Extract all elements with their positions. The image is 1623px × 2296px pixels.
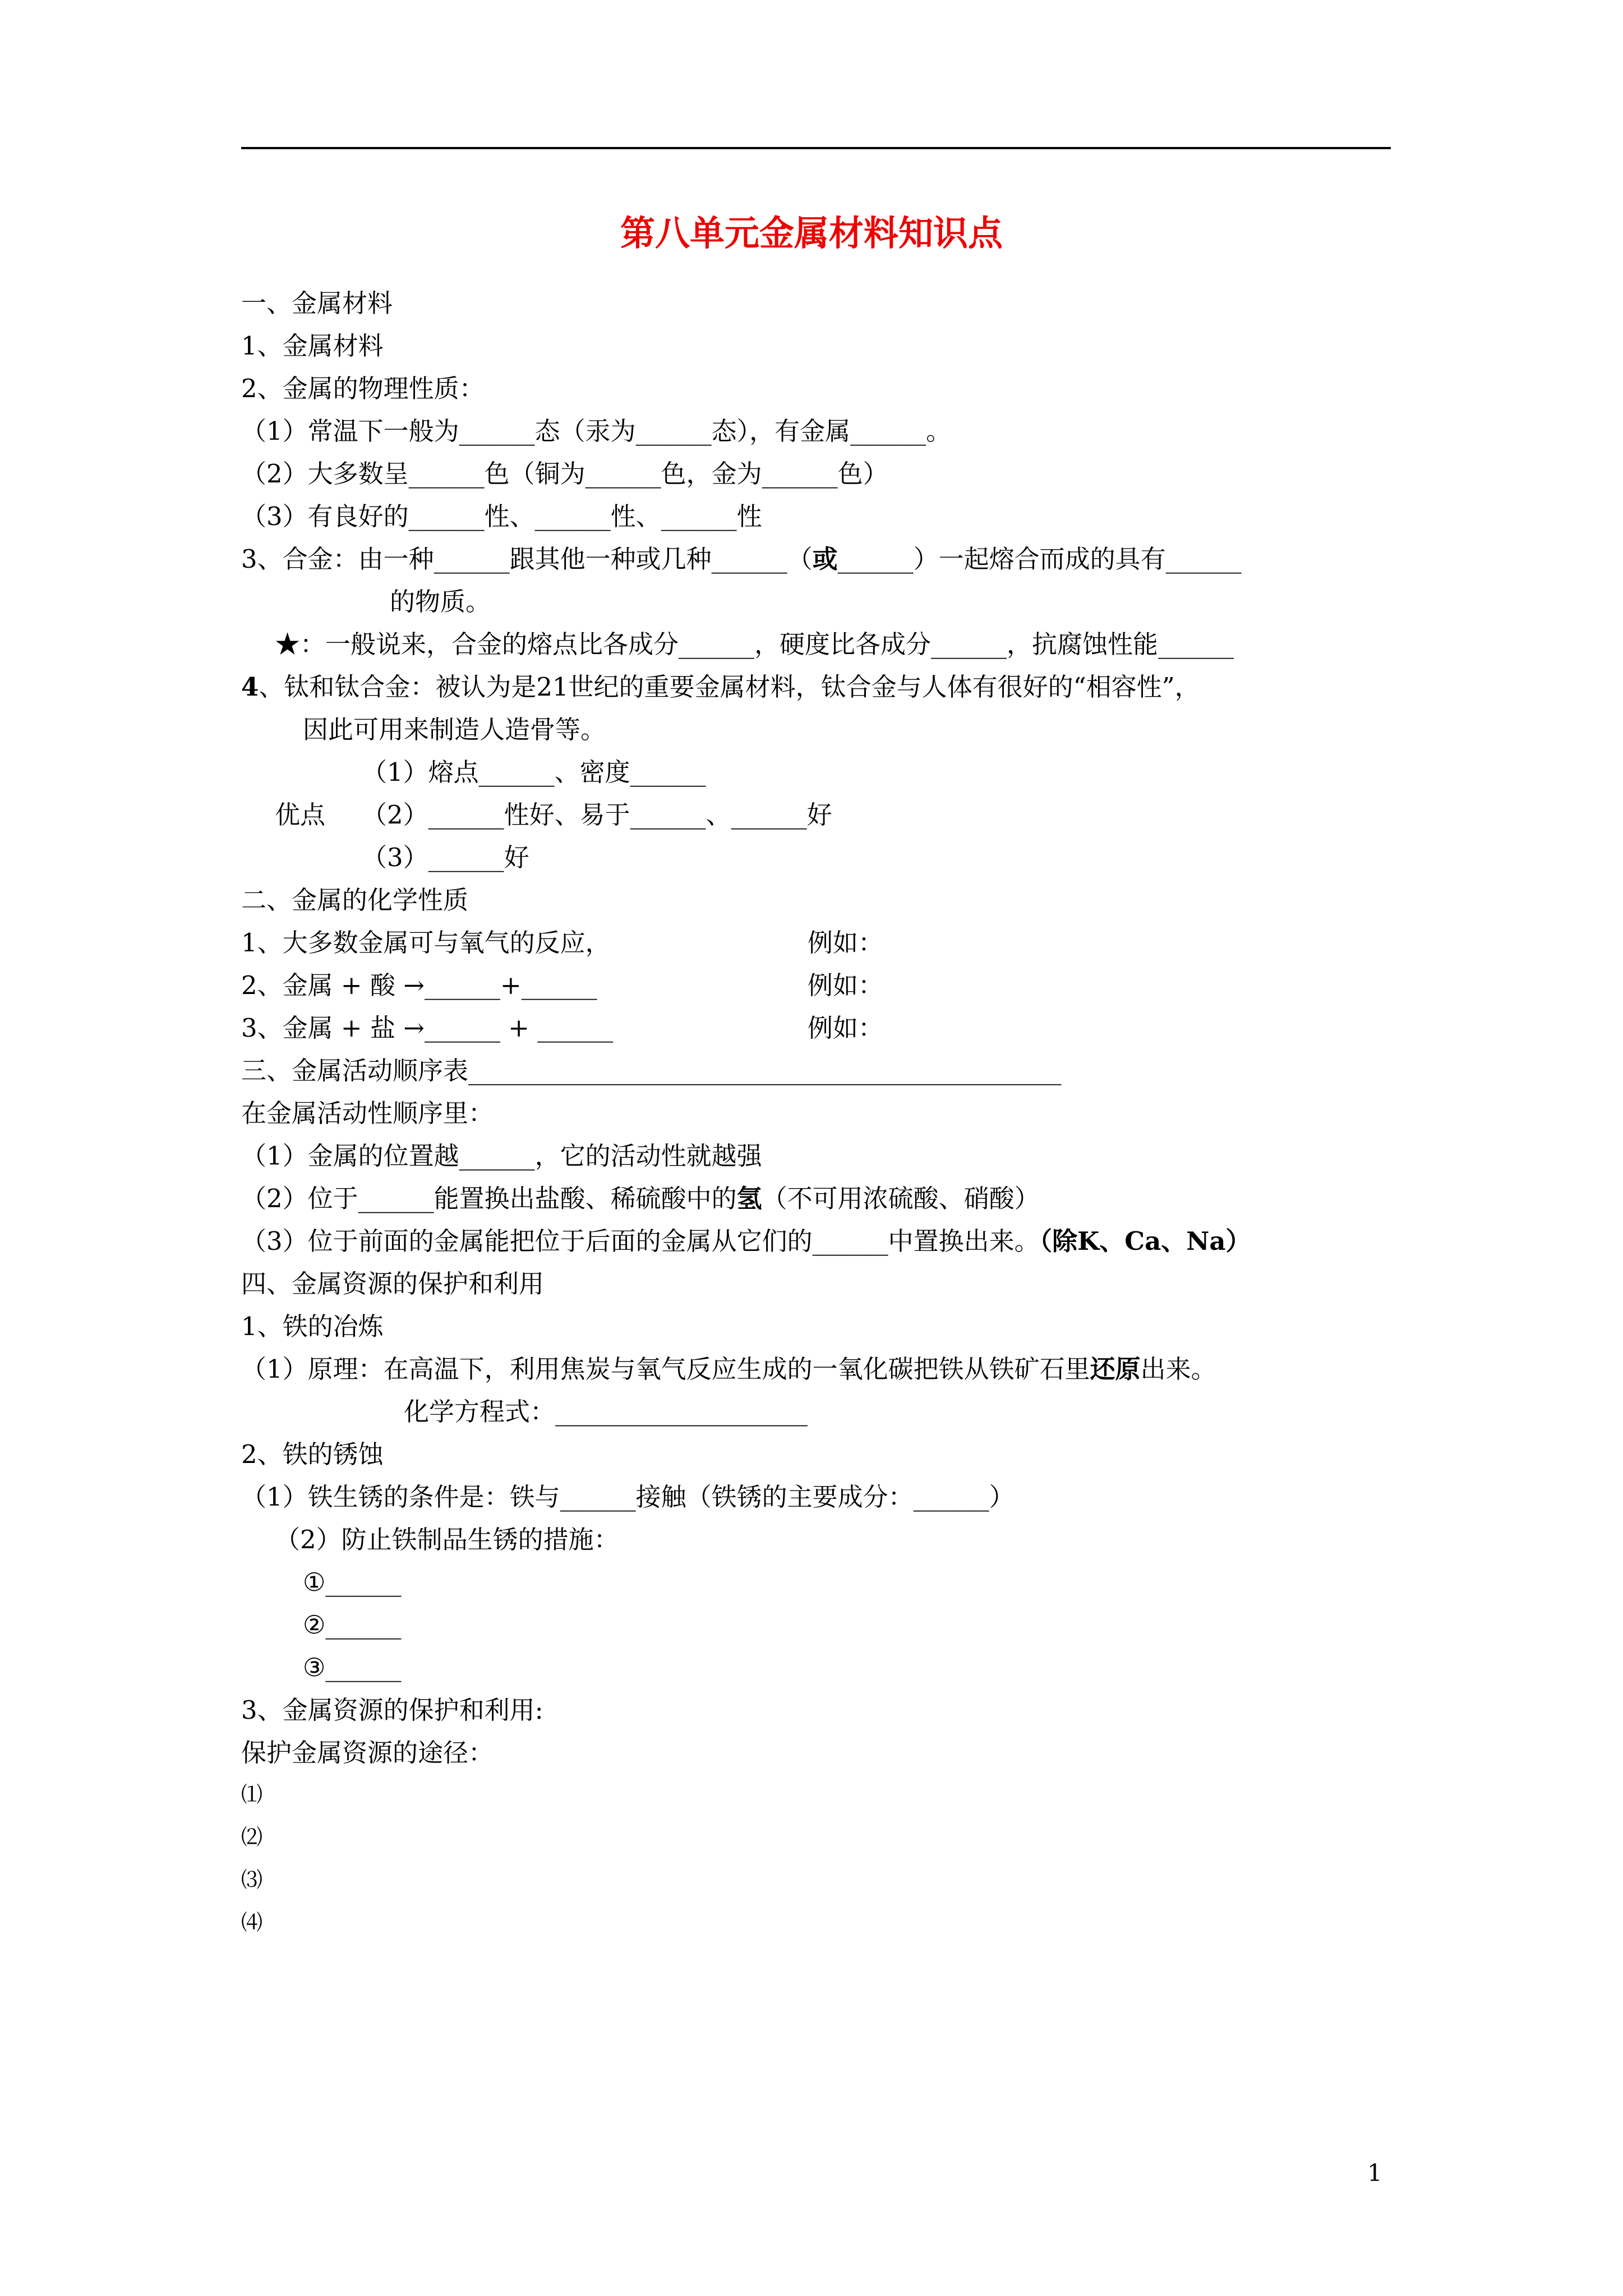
text-line: 2、金属 + 酸 →______+______: [241, 970, 597, 1000]
text-line: （1）金属的位置越______，它的活动性就越强: [241, 1141, 762, 1171]
list-item: ⑵: [241, 1825, 263, 1849]
text-line: （1）熔点______、密度______: [362, 757, 706, 787]
bold-text: 或: [812, 544, 838, 574]
list-item: ③______: [303, 1653, 402, 1682]
example-label: 例如：: [808, 970, 884, 1000]
example-label: 例如：: [808, 1013, 884, 1043]
text-span: （3）位于前面的金属能把位于后面的金属从它们的______中置换出来。: [241, 1226, 1040, 1256]
text-line: （3）有良好的______性、______性、______性: [241, 501, 762, 531]
text-line: 保护金属资源的途径：: [241, 1738, 494, 1768]
bold-text: 4: [241, 672, 259, 702]
text-line: [241, 674, 1200, 700]
text-line: （2）______性好、易于______、______好: [362, 800, 832, 830]
section-1-heading: 一、金属材料: [241, 288, 393, 318]
text-line: （3）______好: [362, 843, 529, 872]
text-line: [241, 546, 1242, 572]
text-line: 1、大多数金属可与氧气的反应，: [241, 928, 611, 958]
text-line: 优点: [275, 800, 326, 830]
text-line: 因此可用来制造人造骨等。: [303, 715, 606, 744]
example-label: 例如：: [808, 928, 884, 958]
text-line: 3、金属资源的保护和利用:: [241, 1695, 543, 1725]
text-span: ______）一起熔合而成的具有______: [837, 544, 1242, 574]
bold-text: 还原: [1090, 1354, 1141, 1384]
text-span: 出来。: [1140, 1354, 1216, 1384]
list-item: ⑴: [241, 1782, 263, 1807]
text-line: 2、金属的物理性质：: [241, 374, 485, 403]
header-rule: [241, 147, 1391, 149]
text-line: 化学方程式：____________________: [404, 1397, 808, 1427]
text-line: 1、金属材料: [241, 331, 384, 361]
text-line: （1）常温下一般为______态（汞为______态），有金属______。: [241, 416, 952, 446]
text-line: （1）铁生锈的条件是：铁与______接触（铁锈的主要成分：______）: [241, 1482, 1015, 1512]
text-line: 的物质。: [390, 587, 491, 616]
text-line: （2）大多数呈______色（铜为______色，金为______色）: [241, 459, 888, 489]
section-2-heading: 二、金属的化学性质: [241, 885, 469, 915]
bold-text: （除K、Ca、Na）: [1039, 1226, 1251, 1256]
list-item: ⑷: [241, 1910, 263, 1935]
text-line: [241, 1356, 1216, 1382]
list-item: ②______: [303, 1610, 402, 1640]
list-item: ①______: [303, 1567, 402, 1597]
text-span: （不可用浓硫酸、硝酸）: [762, 1184, 1040, 1213]
text-span: （1）原理：在高温下，利用焦炭与氧气反应生成的一氧化碳把铁从铁矿石里: [241, 1354, 1090, 1384]
text-span: 3、合金：由一种______跟其他一种或几种______（: [241, 544, 813, 574]
text-line: [241, 1186, 1040, 1211]
section-3-heading: 三、金属活动顺序表_______________________________________________: [241, 1056, 1062, 1085]
text-line: 3、金属 + 盐 →______ + ______: [241, 1013, 614, 1043]
section-4-heading: 四、金属资源的保护和利用: [241, 1269, 545, 1299]
bold-text: 氢: [736, 1184, 762, 1213]
text-line: 1、铁的冶炼: [241, 1312, 384, 1341]
page-title: 第八单元金属材料知识点: [620, 213, 1003, 254]
text-line: [241, 1228, 1251, 1254]
text-span: （2）位于______能置换出盐酸、稀硫酸中的: [241, 1184, 737, 1213]
text-span: 、钛和钛合金：被认为是21世纪的重要金属材料，钛合金与人体有很好的“相容性”，: [259, 672, 1200, 702]
text-line: ★：一般说来，合金的熔点比各成分______，硬度比各成分______，抗腐蚀性能______: [275, 629, 1234, 659]
text-line: （2）防止铁制品生锈的措施：: [275, 1525, 619, 1554]
text-line: 2、铁的锈蚀: [241, 1439, 384, 1469]
page-number: 1: [1367, 2159, 1382, 2187]
list-item: ⑶: [241, 1867, 263, 1892]
text-line: 在金属活动性顺序里：: [241, 1098, 494, 1128]
